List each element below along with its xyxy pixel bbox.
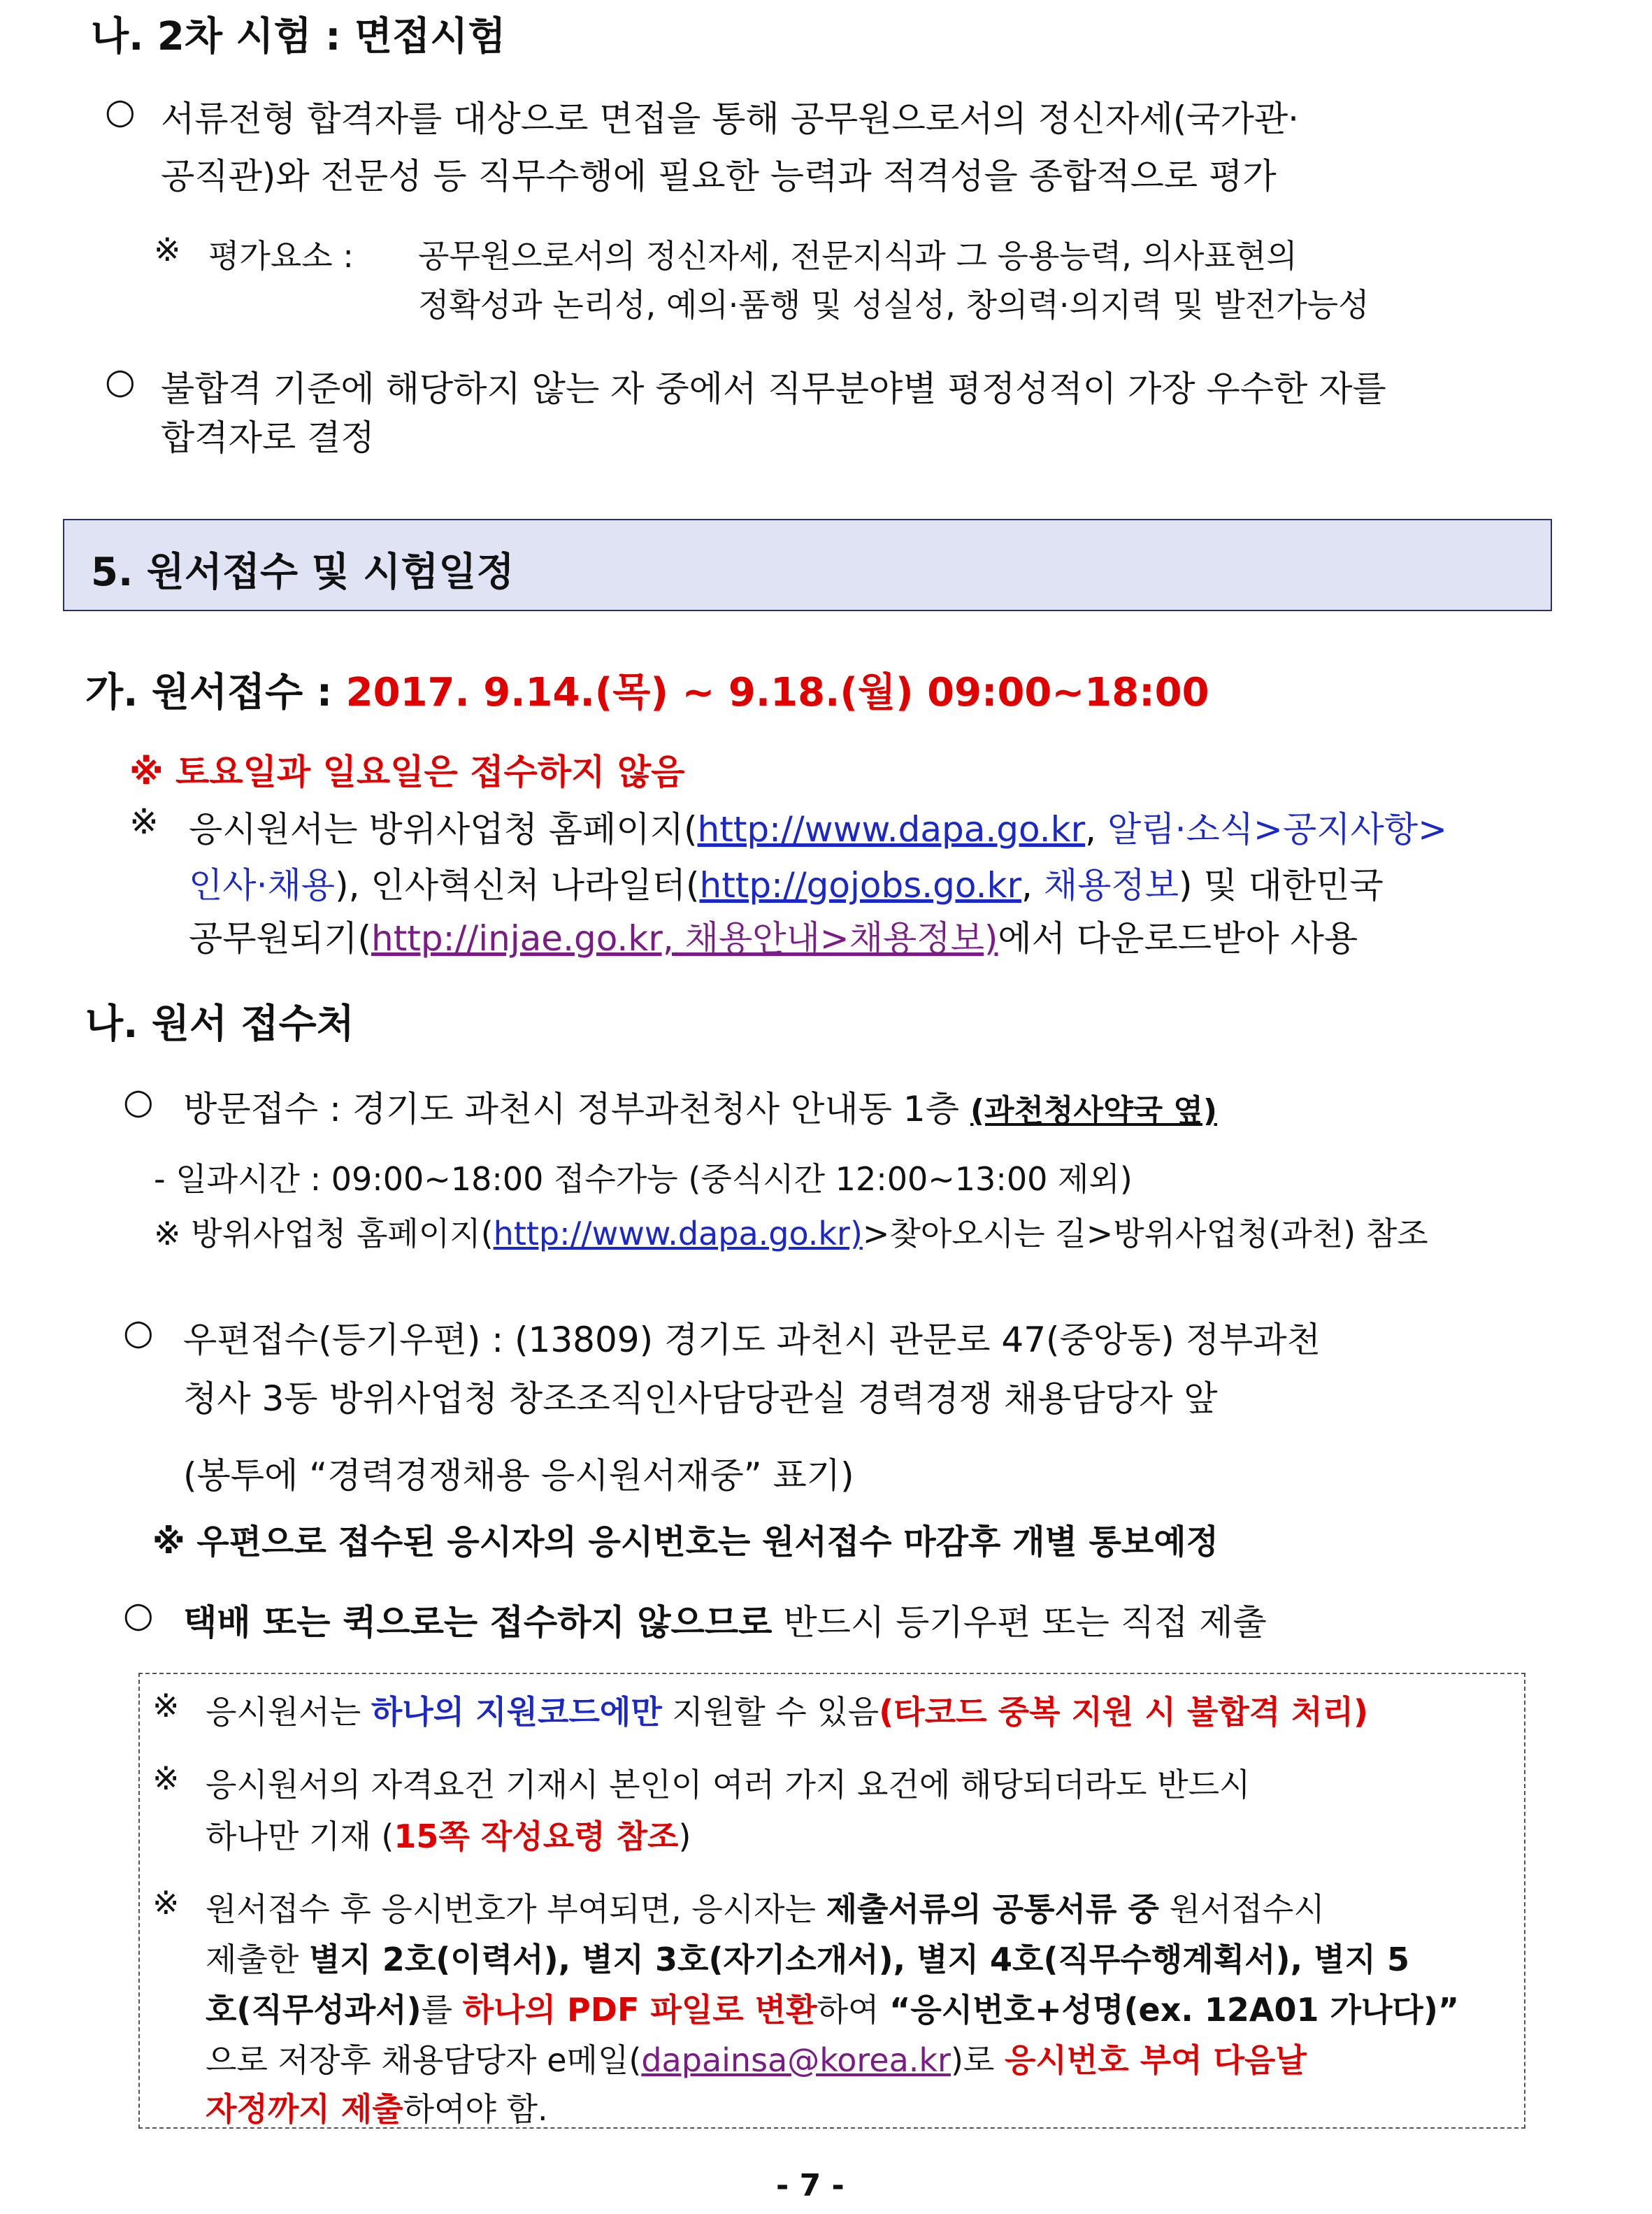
injae-link[interactable]: http://injae.go.kr, 채용안내>채용정보)	[371, 918, 998, 959]
paragraph-line	[183, 1081, 1217, 1131]
text: ) 및 대한민국	[1179, 865, 1384, 906]
paragraph-line	[189, 801, 1447, 852]
text: 제출서류의 공통서류 중	[826, 1890, 1159, 1928]
text: ), 인사혁신처 나라일터(	[335, 865, 700, 906]
text: )로	[950, 2041, 1005, 2079]
hours-line: - 일과시간 : 09:00~18:00 접수가능 (중식시간 12:00~13:00 제외)	[154, 1160, 1133, 1198]
text: 하나의 PDF 파일로 변환	[462, 1991, 817, 2029]
text: ,	[1085, 809, 1107, 850]
text: 제출한	[206, 1941, 309, 1978]
notice-box	[138, 1673, 1525, 2129]
menu-path: 인사·채용	[189, 865, 336, 906]
paragraph-line	[154, 1208, 1428, 1255]
text: 택배 또는 퀵으로는 접수하지 않으므로	[183, 1602, 773, 1643]
note-mark-icon: ※	[152, 1884, 180, 1922]
paragraph-line	[206, 1811, 691, 1857]
text: 에서 다운로드받아 사용	[998, 918, 1358, 959]
note-mark-icon: ※	[152, 1687, 180, 1724]
text: 서류전형 합격자를 대상으로 면접을 통해 공무원으로서의 정신자세(국가관·	[161, 99, 1300, 139]
paragraph-line: 응시원서의 자격요건 기재시 본인이 여러 가지 요건에 해당되더라도 반드시	[206, 1766, 1251, 1804]
text: )	[678, 1817, 691, 1855]
subsection-heading: 나. 원서 접수처	[85, 1001, 354, 1047]
text: 응시원서는 방위사업청 홈페이지(	[189, 809, 698, 850]
section-header-box	[63, 519, 1552, 611]
paragraph-line	[206, 1687, 1368, 1733]
text: ※ 방위사업청 홈페이지(	[154, 1215, 494, 1252]
paragraph-line: 청사 3동 방위사업청 창조조직인사담당관실 경력경쟁 채용담당자 앞	[183, 1378, 1218, 1419]
paragraph-line: (봉투에 “경력경쟁채용 응시원서재중” 표기)	[183, 1455, 854, 1496]
text: 원서접수 후 응시번호가 부여되면, 응시자는	[206, 1890, 826, 1928]
paragraph-line	[206, 2035, 1307, 2081]
text: 응시원서는	[206, 1693, 371, 1731]
circle-bullet-icon: ○	[123, 1081, 154, 1122]
note-line: 공무원으로서의 정신자세, 전문지식과 그 응용능력, 의사표현의	[418, 237, 1298, 275]
text: 별지 2호(이력서), 별지 3호(자기소개서), 별지 4호(직무수행계획서), 별지 5	[308, 1941, 1409, 1978]
subsection-heading	[85, 662, 1209, 717]
text: 하나의 지원코드에만	[371, 1693, 662, 1731]
text: 하여야 함.	[403, 2090, 548, 2128]
text: 호(직무성과서)	[206, 1991, 422, 2029]
note-mark-icon: ※	[129, 801, 159, 842]
text: >찾아오시는 길>방위사업청(과천) 참조	[862, 1215, 1428, 1252]
paragraph-line	[189, 857, 1384, 908]
paragraph-line	[206, 1934, 1409, 1980]
circle-bullet-icon: ○	[123, 1594, 154, 1635]
text: (타코드 중복 지원 시 불합격 처리)	[879, 1693, 1369, 1731]
text: 원서접수시	[1158, 1890, 1325, 1928]
paragraph-line: 공직관)와 전문성 등 직무수행에 필요한 능력과 적격성을 종합적으로 평가	[161, 156, 1277, 197]
circle-bullet-icon: ○	[123, 1312, 154, 1352]
page-number: - 7 -	[776, 2168, 845, 2204]
note-label: 평가요소 :	[208, 237, 354, 275]
text: 하여	[817, 1991, 890, 2029]
email-link[interactable]: dapainsa@korea.kr	[641, 2041, 951, 2079]
location-hint: (과천청사약국 옆)	[970, 1093, 1218, 1129]
menu-path: 채용정보	[1043, 865, 1179, 906]
paragraph-line	[206, 1884, 1325, 1930]
circle-bullet-icon: ○	[105, 91, 136, 131]
paragraph-line	[183, 1594, 1267, 1645]
text: 공무원되기(	[189, 918, 372, 959]
paragraph-line: 우편접수(등기우편) : (13809) 경기도 과천시 관문로 47(중앙동) 정부과천	[183, 1320, 1321, 1360]
mail-notice: ※ 우편으로 접수된 응시자의 응시번호는 원서접수 마감후 개별 통보예정	[152, 1522, 1219, 1562]
circle-bullet-icon: ○	[105, 361, 136, 401]
text: 반드시 등기우편 또는 직접 제출	[772, 1602, 1267, 1643]
text: 15쪽 작성요령 참조	[394, 1817, 679, 1855]
dapa-link[interactable]: http://www.dapa.go.kr	[697, 809, 1086, 850]
text: 응시번호 부여 다음날	[1004, 2041, 1307, 2079]
weekend-warning: ※ 토요일과 일요일은 접수하지 않음	[129, 752, 685, 792]
menu-path: 알림·소식>공지사항>	[1107, 809, 1448, 850]
text: 방문접수 : 경기도 과천시 정부과천청사 안내동 1층	[183, 1089, 960, 1129]
text: 지원할 수 있음	[661, 1693, 879, 1731]
heading-label: 가. 원서접수 :	[85, 670, 333, 715]
gojobs-link[interactable]: http://gojobs.go.kr	[699, 865, 1022, 906]
paragraph-line	[161, 91, 1558, 141]
paragraph-line: 합격자로 결정	[161, 417, 375, 458]
paragraph-line	[189, 910, 1358, 961]
paragraph-line: 불합격 기준에 해당하지 않는 자 중에서 직무분야별 평정성적이 가장 우수한 자를	[161, 369, 1386, 409]
section-title: 5. 원서접수 및 시험일정	[91, 550, 515, 595]
dapa-link[interactable]: http://www.dapa.go.kr)	[493, 1215, 863, 1252]
text: 자정까지 제출	[206, 2090, 403, 2128]
paragraph-line	[206, 1985, 1459, 2031]
paragraph-line	[206, 2084, 548, 2130]
text: 으로 저장후 채용담당자 e메일(	[206, 2041, 642, 2079]
text: 를	[421, 1991, 463, 2029]
note-mark-icon: ※	[154, 231, 181, 269]
application-period: 2017. 9.14.(목) ~ 9.18.(월) 09:00~18:00	[345, 670, 1209, 715]
section-heading-interview: 나. 2차 시험 : 면접시험	[91, 14, 506, 59]
text: 하나만 기재 (	[206, 1817, 394, 1855]
text: ,	[1021, 865, 1044, 906]
note-mark-icon: ※	[152, 1759, 180, 1797]
text: “응시번호+성명(ex. 12A01 가나다)”	[889, 1991, 1460, 2029]
note-line: 정확성과 논리성, 예의·품행 및 성실성, 창의력·의지력 및 발전가능성	[418, 286, 1370, 324]
